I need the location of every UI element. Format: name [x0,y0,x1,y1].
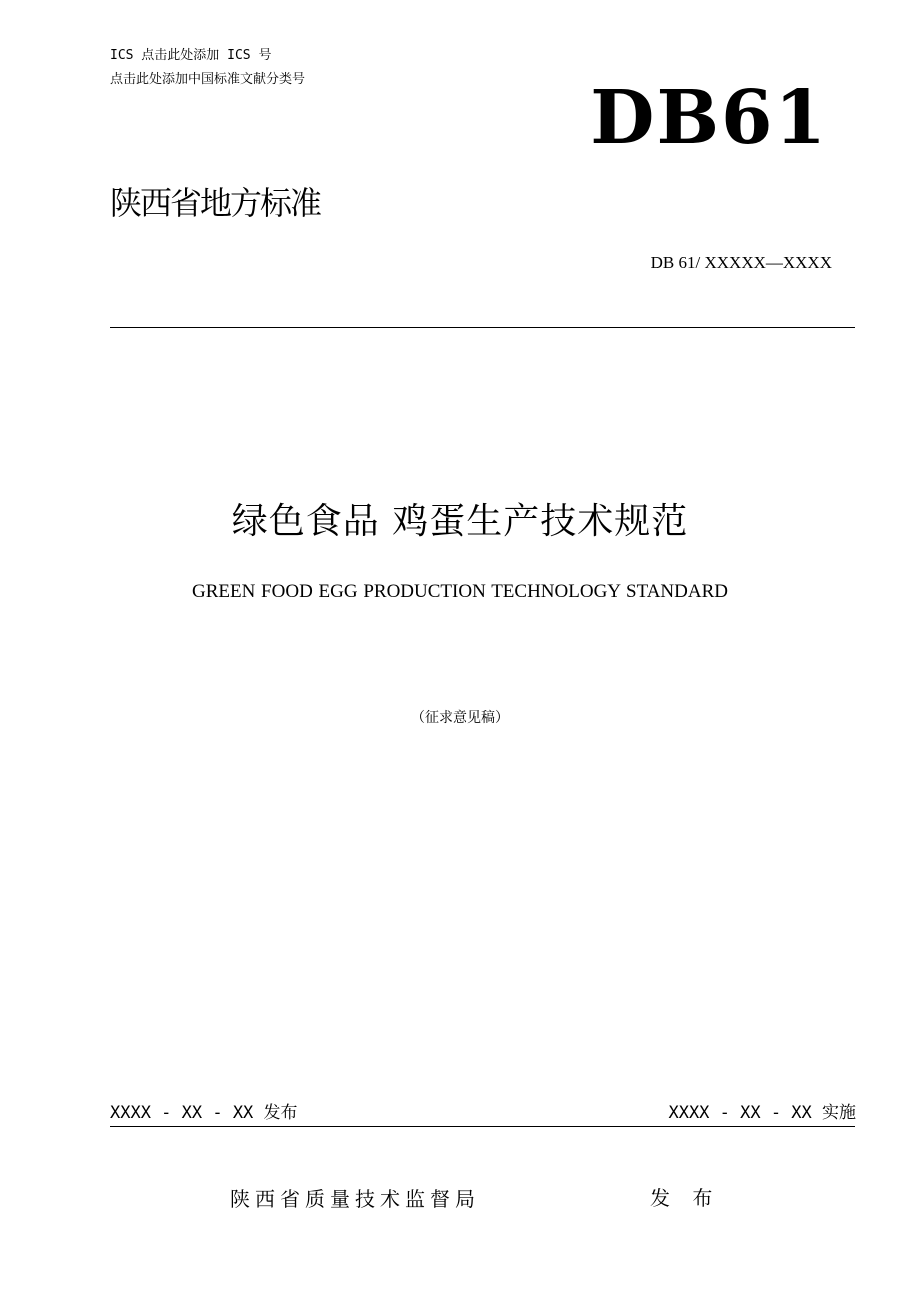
draft-status-label: （征求意见稿） [411,710,509,726]
issue-date: XXXX - XX - XX 发布 [110,1103,298,1123]
classification-code-line: 点击此处添加中国标准文献分类号 [110,72,306,87]
standard-logo-code: DB61 [590,75,828,161]
document-title-english: GREEN FOOD EGG PRODUCTION TECHNOLOGY STANDARD [191,581,728,602]
footer-divider [110,1126,855,1127]
ics-code-line: ICS 点击此处添加 ICS 号 [110,48,272,63]
issue-label: 发 布 [650,1186,721,1210]
issuing-authority: 陕西省质量技术监督局 [230,1187,480,1211]
standard-number: DB 61/ XXXXX—XXXX [650,253,832,272]
header-divider [110,327,855,328]
effective-date: XXXX - XX - XX 实施 [668,1103,856,1123]
document-title-chinese: 绿色食品 鸡蛋生产技术规范 [231,501,689,542]
standard-level-title: 陕西省地方标准 [110,184,321,222]
